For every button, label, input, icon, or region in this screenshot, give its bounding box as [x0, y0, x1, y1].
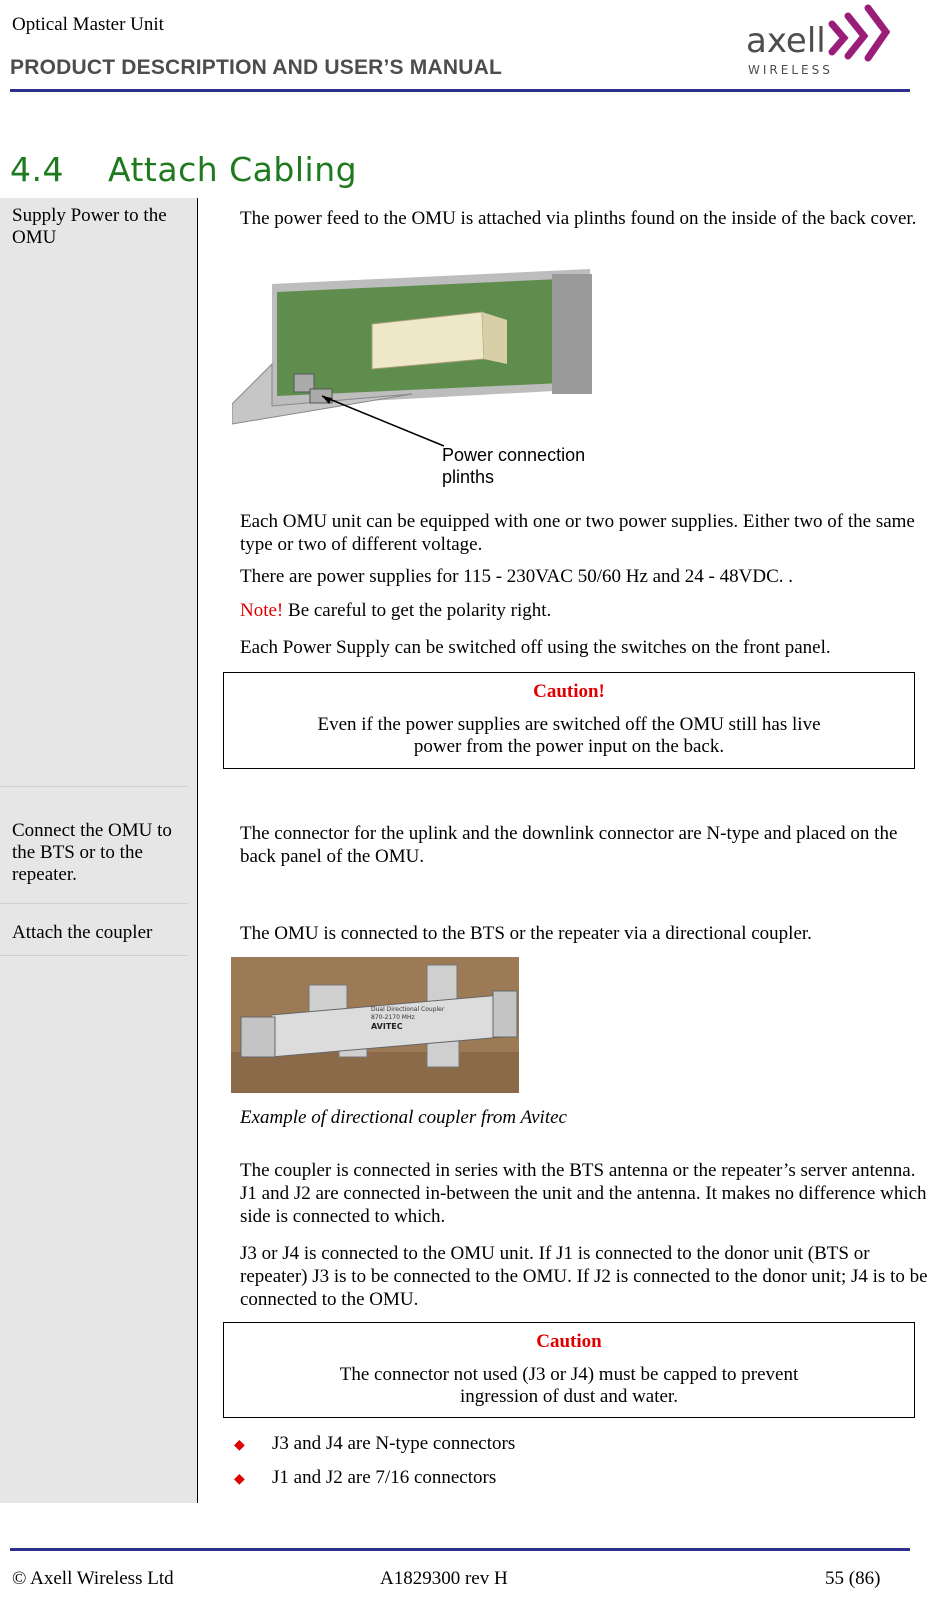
diamond-bullet-icon: ◆: [234, 1472, 245, 1487]
bullet-item: [234, 1433, 516, 1455]
row-separator: [0, 955, 188, 956]
bullet-text: J1 and J2 are 7/16 connectors: [272, 1467, 497, 1488]
power-note: [240, 599, 930, 622]
header-manual-title: PRODUCT DESCRIPTION AND USER’S MANUAL: [10, 56, 502, 79]
footer-rule: [10, 1548, 910, 1551]
footer-copyright: © Axell Wireless Ltd: [12, 1568, 174, 1589]
header-product: Optical Master Unit: [12, 14, 164, 35]
note-text: Be careful to get the polarity right.: [283, 600, 552, 621]
coupler-para-2: J3 or J4 is connected to the OMU unit. If J1 is connected to the donor unit (BTS or repeater) J3 is to be connected to the OMU. If J2 is connected to the donor unit; J4 is to be connected to the OMU.: [240, 1243, 928, 1310]
footer-doc-number: A1829300 rev H: [380, 1568, 508, 1589]
caution-box-power: [223, 672, 915, 769]
power-para-2: There are power supplies for 115 - 230VAC 50/60 Hz and 24 - 48VDC. .: [240, 566, 794, 587]
bullet-item: [234, 1467, 497, 1489]
caution-line1-coupler: The connector not used (J3 or J4) must be capped to prevent: [339, 1364, 799, 1385]
figure-label-line2: plinths: [442, 467, 495, 487]
caution-line2-coupler: ingression of dust and water.: [460, 1386, 678, 1407]
column-divider: [197, 198, 198, 1503]
section-heading: [10, 150, 357, 189]
note-label: Note!: [240, 600, 284, 621]
section-number: 4.4: [10, 150, 64, 189]
row-label-power: Supply Power to the OMU: [12, 205, 167, 248]
power-para-3: Each Power Supply can be switched off using the switches on the front panel.: [240, 637, 831, 658]
coupler-para-1: The coupler is connected in series with the BTS antenna or the repeater’s server antenna. J1 and J2 are connected in-between the unit and the antenna. It makes no difference which side is connected to which.: [240, 1160, 927, 1227]
omu-power-figure: [232, 264, 612, 494]
coupler-photo: [231, 957, 519, 1093]
caution-box-coupler: [223, 1322, 915, 1418]
footer-page-number: 55 (86): [825, 1568, 881, 1589]
coupler-intro: The OMU is connected to the BTS or the repeater via a directional coupler.: [240, 923, 812, 944]
caution-title-power: Caution!: [533, 681, 605, 702]
header-rule: [10, 89, 910, 92]
axell-logo: [744, 2, 890, 82]
caution-line2-power: power from the power input on the back.: [413, 736, 725, 757]
connect-text: The connector for the uplink and the downlink connector are N-type and placed on the back panel of the OMU.: [240, 823, 898, 867]
row-label-connect: Connect the OMU to the BTS or to the repeater.: [12, 820, 172, 885]
diamond-bullet-icon: ◆: [234, 1438, 245, 1453]
plate-line2: 870-2170 MHz: [371, 1014, 415, 1021]
section-title: Attach Cabling: [108, 150, 358, 189]
bullet-text: J3 and J4 are N-type connectors: [272, 1433, 516, 1454]
power-para-1: Each OMU unit can be equipped with one or two power supplies. Either two of the same type or two of different voltage.: [240, 511, 915, 555]
logo-word: axell: [746, 21, 826, 61]
plate-line1: Dual Directional Coupler: [371, 1006, 445, 1013]
caution-line1-power: Even if the power supplies are switched off the OMU still has live: [317, 714, 821, 735]
logo-sub: WIRELESS: [748, 63, 833, 77]
coupler-caption: Example of directional coupler from Avitec: [240, 1107, 567, 1128]
row-separator: [0, 903, 188, 904]
row-separator: [0, 786, 188, 787]
figure-label-line1: Power connection: [442, 445, 586, 465]
caution-title-coupler: Caution: [536, 1331, 602, 1352]
row-label-coupler: Attach the coupler: [12, 922, 153, 943]
power-intro: The power feed to the OMU is attached via plinths found on the inside of the back cover.: [240, 208, 917, 229]
plate-brand: AVITEC: [371, 1022, 403, 1031]
